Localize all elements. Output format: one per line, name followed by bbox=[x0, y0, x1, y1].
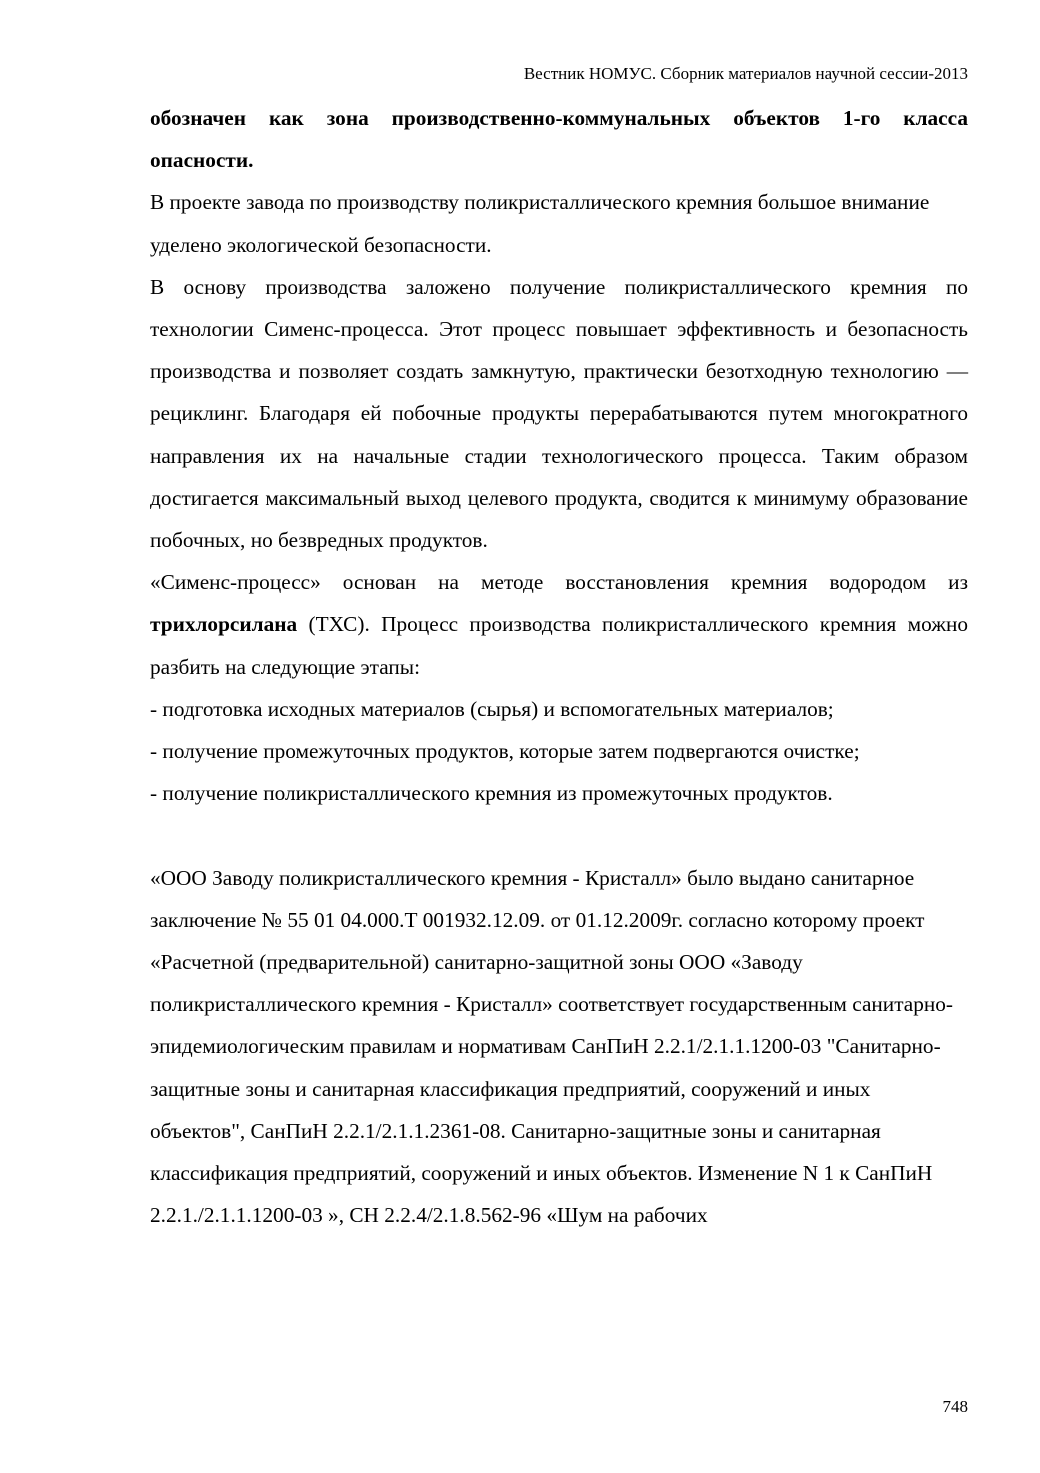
running-header: Вестник НОМУС. Сборник материалов научной сессии-2013 bbox=[523, 64, 968, 83]
siemens-process-text-start: «Сименс-процесс» основан на методе восстановления кремния водородом из bbox=[150, 570, 968, 595]
siemens-process-text-end: (ТХС). Процесс производства поликристаллического кремния можно разбить на следующие этапы: bbox=[150, 612, 968, 679]
paragraph-siemens-process bbox=[150, 561, 968, 688]
paragraph-siemens-technology: В основу производства заложено получение поликристаллического кремния по технологии Сименс-процесса. Этот процесс повышает эффективность и безопасность производства и позволяет создать замкнутую, практически безотходную технологию — рециклинг. Благодаря ей побочные продукты перерабатываются путем многократного направления их на начальные стадии технологического процесса. Таким образом достигается максимальный выход целевого продукта, сводится к минимуму образование побочных, но безвредных продуктов. bbox=[150, 274, 968, 553]
trichlorosilane-term: трихлорсилана bbox=[150, 612, 298, 637]
list-item: - получение поликристаллического кремния из промежуточных продуктов. bbox=[150, 781, 833, 806]
page-number: 748 bbox=[942, 1397, 968, 1416]
paragraph-ecology: В проекте завода по производству поликристаллического кремния большое внимание уделено экологической безопасности. bbox=[150, 190, 930, 257]
document-body bbox=[150, 97, 968, 1236]
list-item: - подготовка исходных материалов (сырья) и вспомогательных материалов; bbox=[150, 696, 834, 721]
list-item: - получение промежуточных продуктов, которые затем подвергаются очистке; bbox=[150, 739, 860, 764]
paragraph-sanitary-conclusion: «ООО Заводу поликристаллического кремния - Кристалл» было выдано санитарное заключение № 55 01 04.000.Т 001932.12.09. от 01.12.2009г. согласно которому проект «Расчетной (предварительной) санитарно-защитной зоны ООО «Заводу поликристаллического кремния - Кристалл» соответствует государственным санитарно-эпидемиологическим правилам и нормативам СанПиН 2.2.1/2.1.1.1200-03 "Санитарно-защитные зоны и санитарная классификация предприятий, сооружений и иных объектов", СанПиН 2.2.1/2.1.1.2361-08. Санитарно-защитные зоны и санитарная классификация предприятий, сооружений и иных объектов. Изменение N 1 к СанПиН 2.2.1./2.1.1.1200-03 », СН 2.2.4/2.1.8.562-96 «Шум на рабочих bbox=[150, 865, 954, 1228]
paragraph-hazard-class: обозначен как зона производственно-коммунальных объектов 1-го класса опасности. bbox=[150, 106, 968, 173]
paragraph-spacer bbox=[150, 814, 968, 856]
